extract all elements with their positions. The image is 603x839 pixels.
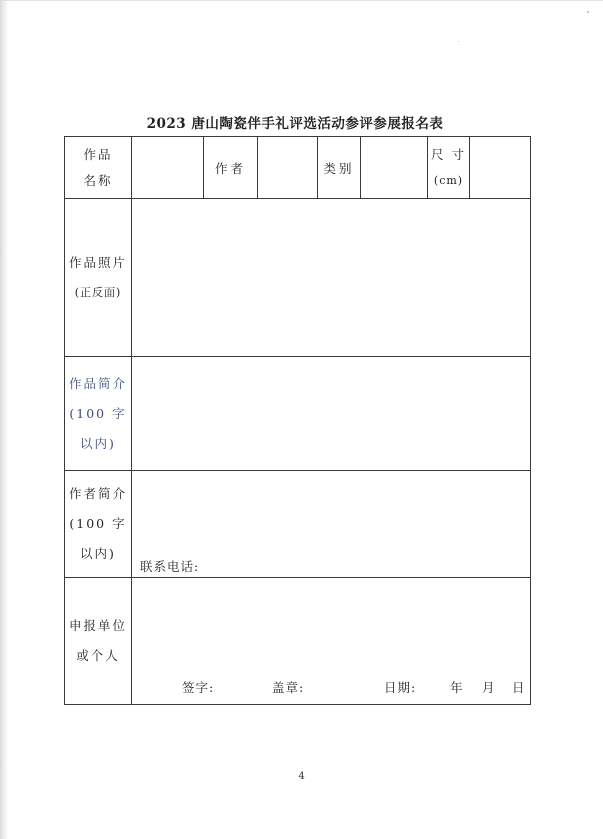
page-number: 4	[298, 771, 305, 782]
work-name-label-2: 名称	[83, 172, 113, 188]
scan-speck	[587, 11, 589, 13]
signature-label: 签字:	[182, 680, 215, 695]
year-label: 年	[450, 680, 464, 695]
month-label: 月	[482, 680, 496, 695]
work-name-field[interactable]	[132, 137, 204, 199]
work-intro-row	[65, 357, 531, 471]
date-label: 日期:	[384, 680, 417, 695]
photo-note: (正反面)	[74, 285, 122, 299]
registration-form-table	[64, 136, 531, 705]
author-intro-row	[65, 471, 531, 578]
size-unit: (cm)	[433, 173, 464, 187]
photo-row	[65, 199, 531, 357]
category-label: 类别	[318, 137, 361, 199]
phone-label: 联系电话:	[140, 559, 200, 574]
day-label: 日	[512, 680, 526, 695]
author-intro-limit-2: 以内)	[80, 546, 116, 561]
author-intro-field[interactable]	[132, 471, 531, 578]
work-intro-field[interactable]	[132, 357, 531, 471]
work-name-label-cell	[65, 137, 132, 199]
size-field[interactable]	[470, 137, 531, 199]
applicant-label: 申报单位	[68, 618, 127, 633]
applicant-label-cell	[65, 578, 132, 705]
header-row	[65, 137, 531, 199]
author-label: 作者	[204, 137, 258, 199]
photo-label-cell	[65, 199, 132, 357]
scan-shadow	[0, 0, 8, 839]
signature-line	[132, 678, 530, 696]
seal-label: 盖章:	[272, 680, 305, 695]
size-label: 尺 寸	[431, 146, 466, 162]
applicant-field[interactable]	[132, 578, 531, 705]
author-intro-limit: (100 字	[69, 516, 127, 531]
author-intro-label-cell	[65, 471, 132, 578]
category-field[interactable]	[361, 137, 428, 199]
size-label-cell	[428, 137, 470, 199]
photo-field[interactable]	[132, 199, 531, 357]
applicant-label-2: 或个人	[76, 648, 120, 663]
work-name-label: 作品	[83, 146, 113, 162]
author-intro-label: 作者简介	[68, 486, 127, 501]
author-field[interactable]	[258, 137, 318, 199]
work-intro-limit: (100 字	[69, 405, 127, 421]
applicant-row	[65, 578, 531, 705]
photo-label: 作品照片	[68, 254, 127, 270]
scan-speck	[458, 41, 459, 42]
work-intro-limit-2: 以内)	[80, 435, 116, 451]
work-intro-label: 作品简介	[68, 375, 127, 391]
work-intro-label-cell	[65, 357, 132, 471]
form-title: 2023 唐山陶瓷伴手礼评选活动参评参展报名表	[146, 116, 444, 132]
